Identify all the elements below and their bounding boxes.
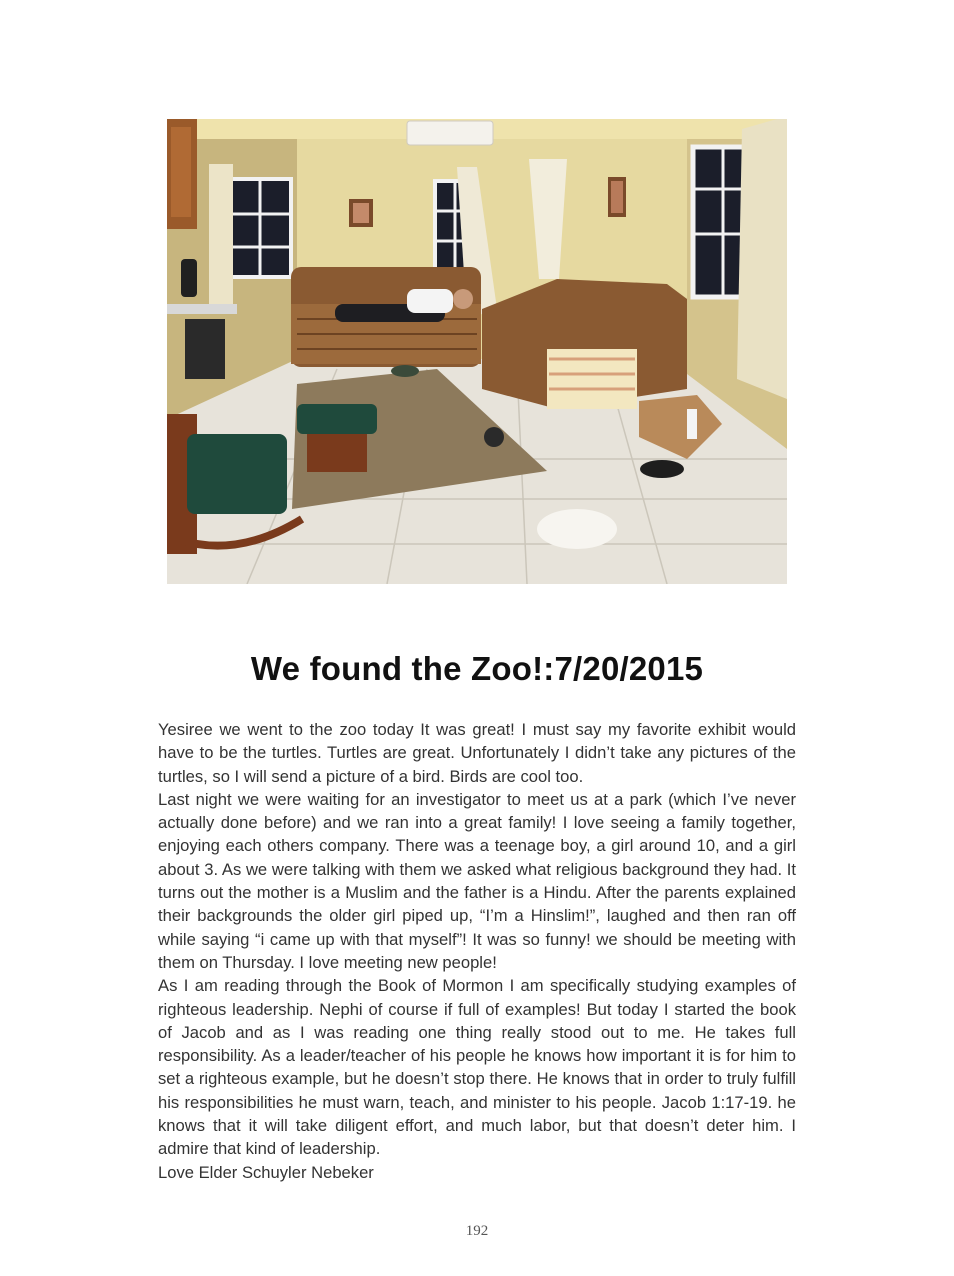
article-body [158, 718, 796, 1184]
page-title: We found the Zoo!:7/20/2015 [250, 650, 704, 687]
living-room-photo [167, 119, 787, 584]
signature: Love Elder Schuyler Nebeker [158, 1162, 374, 1182]
page-number: 192 [465, 1223, 489, 1239]
paragraph-family: Last night we were waiting for an investigator to meet us at a park (which I’ve never actually done before) and we ran into a great family! I love seeing a family together, enjoying each others company. There was a teenage boy, a girl around 10, and a girl about 3. As we were talking with them we asked what religious background they had. It turns out the mother is a Muslim and the father is a Hindu. After the parents explained their backgrounds the older girl piped up, “I’m a Hinslim!”, laughed and then ran off while saying “i came up with that myself”! It was so funny! we should be meeting with them on Thursday. I love meeting new people! [158, 789, 796, 972]
paragraph-leadership: As I am reading through the Book of Mormon I am specifically studying examples of righteous leadership. Nephi of course if full of examples! But today I started the book of Jacob and as I was reading one thing really stood out to me. He takes full responsibility. As a leader/teacher of his people he knows how important it is for him to set a righteous example, but he doesn’t stop there. He knows that in order to truly fulfill his responsibilities he must warn, teach, and minister to his people. Jacob 1:17-19. he knows that it will take diligent effort, and much labor, but that doesn’t deter him. I admire that kind of leadership. [158, 976, 796, 1159]
paragraph-zoo: Yesiree we went to the zoo today It was great! I must say my favorite exhibit would have to be the turtles. Turtles are great. Unfortunately I didn’t take any pictures of the turtles, so I will send a picture of a bird. Birds are cool too. [158, 720, 796, 786]
